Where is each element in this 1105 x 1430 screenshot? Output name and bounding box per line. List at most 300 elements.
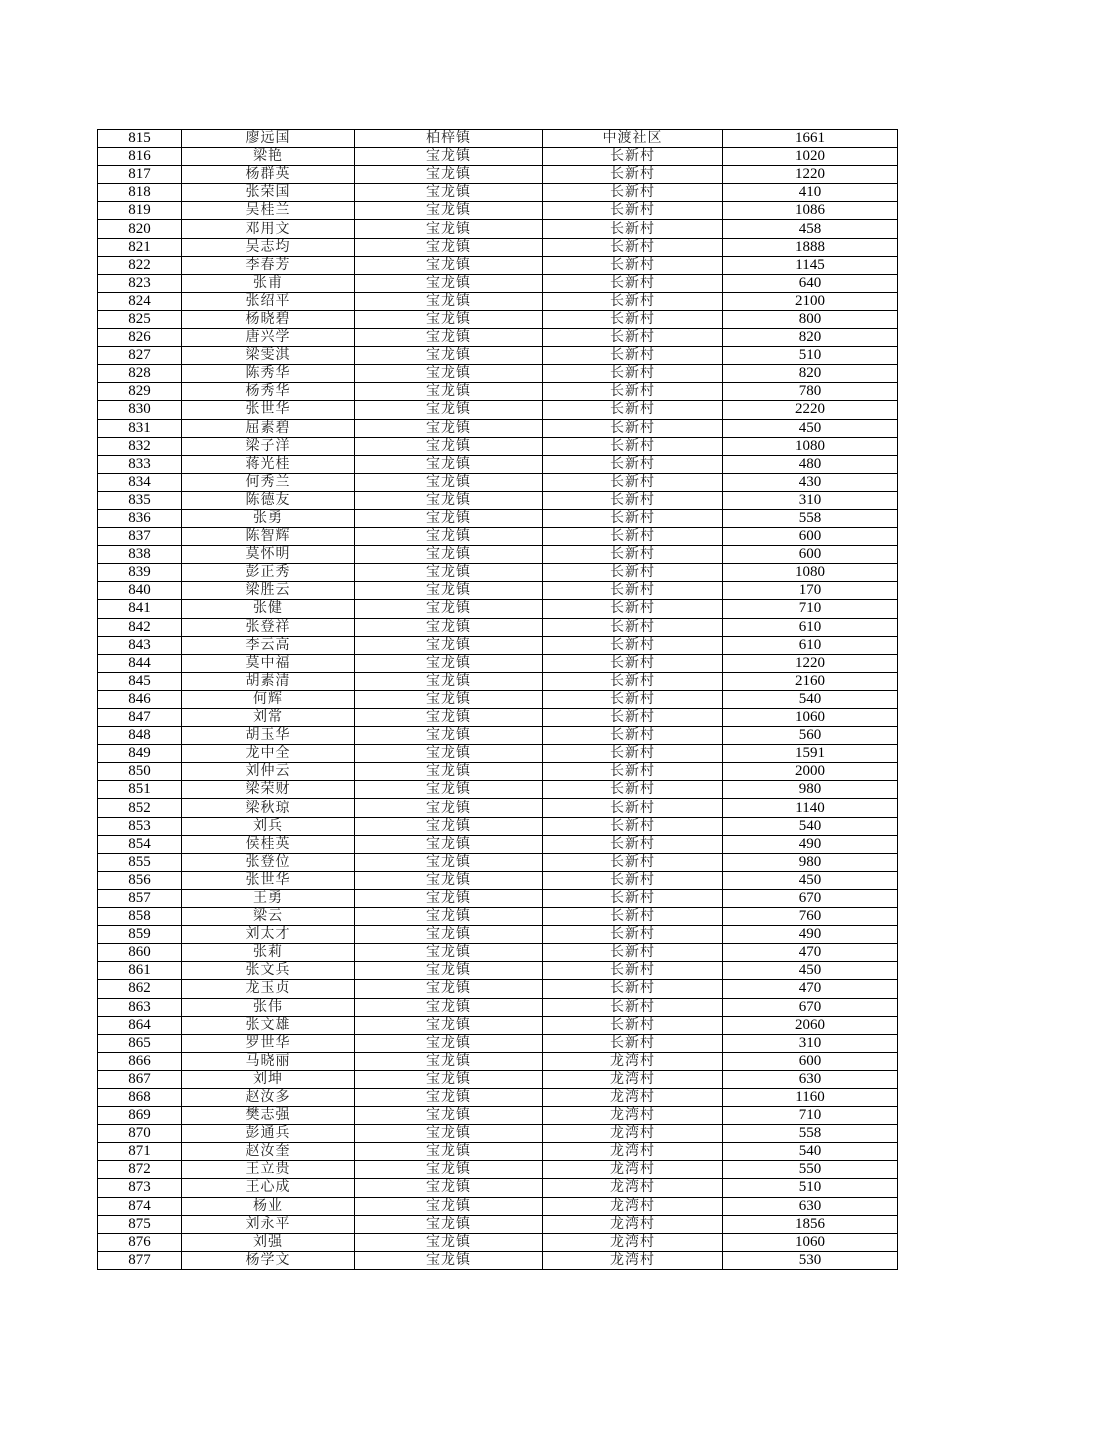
table-row <box>98 1107 898 1125</box>
name-cell: 李云高 <box>182 636 355 654</box>
village-cell: 长新村 <box>543 781 723 799</box>
town-cell: 宝龙镇 <box>355 528 543 546</box>
town-cell: 宝龙镇 <box>355 1161 543 1179</box>
row-number-cell: 848 <box>98 727 182 745</box>
table-row <box>98 1052 898 1070</box>
village-cell: 龙湾村 <box>543 1107 723 1125</box>
name-cell: 杨晓碧 <box>182 310 355 328</box>
row-number-cell: 863 <box>98 998 182 1016</box>
village-cell: 长新村 <box>543 202 723 220</box>
village-cell: 龙湾村 <box>543 1179 723 1197</box>
row-number-cell: 835 <box>98 491 182 509</box>
row-number-cell: 874 <box>98 1197 182 1215</box>
amount-cell: 1888 <box>723 238 898 256</box>
amount-cell: 610 <box>723 618 898 636</box>
table-row <box>98 1143 898 1161</box>
town-cell: 宝龙镇 <box>355 1179 543 1197</box>
name-cell: 张世华 <box>182 401 355 419</box>
amount-cell: 600 <box>723 546 898 564</box>
amount-cell: 2220 <box>723 401 898 419</box>
amount-cell: 980 <box>723 853 898 871</box>
name-cell: 何秀兰 <box>182 473 355 491</box>
town-cell: 宝龙镇 <box>355 292 543 310</box>
village-cell: 龙湾村 <box>543 1251 723 1269</box>
table-row <box>98 148 898 166</box>
town-cell: 宝龙镇 <box>355 1215 543 1233</box>
amount-cell: 490 <box>723 926 898 944</box>
table-row <box>98 1034 898 1052</box>
table-row <box>98 419 898 437</box>
name-cell: 唐兴学 <box>182 329 355 347</box>
village-cell: 长新村 <box>543 672 723 690</box>
town-cell: 宝龙镇 <box>355 853 543 871</box>
table-row <box>98 980 898 998</box>
row-number-cell: 877 <box>98 1251 182 1269</box>
row-number-cell: 872 <box>98 1161 182 1179</box>
name-cell: 侯桂英 <box>182 835 355 853</box>
name-cell: 吴志均 <box>182 238 355 256</box>
row-number-cell: 852 <box>98 799 182 817</box>
table-row <box>98 130 898 148</box>
amount-cell: 820 <box>723 329 898 347</box>
town-cell: 宝龙镇 <box>355 835 543 853</box>
town-cell: 宝龙镇 <box>355 473 543 491</box>
name-cell: 赵汝奎 <box>182 1143 355 1161</box>
row-number-cell: 875 <box>98 1215 182 1233</box>
town-cell: 宝龙镇 <box>355 817 543 835</box>
town-cell: 宝龙镇 <box>355 998 543 1016</box>
town-cell: 宝龙镇 <box>355 781 543 799</box>
name-cell: 罗世华 <box>182 1034 355 1052</box>
amount-cell: 1145 <box>723 256 898 274</box>
village-cell: 长新村 <box>543 329 723 347</box>
amount-cell: 470 <box>723 944 898 962</box>
village-cell: 长新村 <box>543 509 723 527</box>
table-row <box>98 365 898 383</box>
table-row <box>98 998 898 1016</box>
town-cell: 宝龙镇 <box>355 763 543 781</box>
amount-cell: 310 <box>723 1034 898 1052</box>
name-cell: 杨群英 <box>182 166 355 184</box>
town-cell: 宝龙镇 <box>355 509 543 527</box>
village-cell: 长新村 <box>543 998 723 1016</box>
village-cell: 长新村 <box>543 926 723 944</box>
village-cell: 长新村 <box>543 383 723 401</box>
row-number-cell: 841 <box>98 600 182 618</box>
row-number-cell: 854 <box>98 835 182 853</box>
village-cell: 长新村 <box>543 401 723 419</box>
amount-cell: 1080 <box>723 437 898 455</box>
table-row <box>98 292 898 310</box>
row-number-cell: 853 <box>98 817 182 835</box>
table-row <box>98 799 898 817</box>
table-row <box>98 871 898 889</box>
amount-cell: 558 <box>723 1125 898 1143</box>
amount-cell: 310 <box>723 491 898 509</box>
name-cell: 刘常 <box>182 709 355 727</box>
roster-body <box>98 130 898 1270</box>
name-cell: 刘永平 <box>182 1215 355 1233</box>
name-cell: 何辉 <box>182 690 355 708</box>
row-number-cell: 871 <box>98 1143 182 1161</box>
table-row <box>98 618 898 636</box>
row-number-cell: 849 <box>98 745 182 763</box>
town-cell: 宝龙镇 <box>355 347 543 365</box>
table-row <box>98 528 898 546</box>
row-number-cell: 824 <box>98 292 182 310</box>
table-row <box>98 636 898 654</box>
village-cell: 长新村 <box>543 473 723 491</box>
amount-cell: 670 <box>723 889 898 907</box>
village-cell: 长新村 <box>543 799 723 817</box>
row-number-cell: 838 <box>98 546 182 564</box>
table-row <box>98 437 898 455</box>
row-number-cell: 866 <box>98 1052 182 1070</box>
village-cell: 龙湾村 <box>543 1070 723 1088</box>
village-cell: 龙湾村 <box>543 1052 723 1070</box>
table-row <box>98 1088 898 1106</box>
row-number-cell: 864 <box>98 1016 182 1034</box>
amount-cell: 480 <box>723 455 898 473</box>
name-cell: 陈德友 <box>182 491 355 509</box>
table-row <box>98 546 898 564</box>
name-cell: 张勇 <box>182 509 355 527</box>
name-cell: 杨业 <box>182 1197 355 1215</box>
row-number-cell: 850 <box>98 763 182 781</box>
row-number-cell: 860 <box>98 944 182 962</box>
row-number-cell: 857 <box>98 889 182 907</box>
town-cell: 宝龙镇 <box>355 220 543 238</box>
amount-cell: 1220 <box>723 166 898 184</box>
town-cell: 柏梓镇 <box>355 130 543 148</box>
name-cell: 马晓丽 <box>182 1052 355 1070</box>
row-number-cell: 855 <box>98 853 182 871</box>
village-cell: 龙湾村 <box>543 1088 723 1106</box>
table-row <box>98 709 898 727</box>
amount-cell: 1661 <box>723 130 898 148</box>
table-row <box>98 347 898 365</box>
village-cell: 长新村 <box>543 292 723 310</box>
roster-table <box>97 129 898 1270</box>
amount-cell: 1220 <box>723 654 898 672</box>
name-cell: 梁荣财 <box>182 781 355 799</box>
name-cell: 莫怀明 <box>182 546 355 564</box>
amount-cell: 450 <box>723 419 898 437</box>
row-number-cell: 836 <box>98 509 182 527</box>
village-cell: 长新村 <box>543 491 723 509</box>
row-number-cell: 845 <box>98 672 182 690</box>
town-cell: 宝龙镇 <box>355 1107 543 1125</box>
village-cell: 龙湾村 <box>543 1161 723 1179</box>
town-cell: 宝龙镇 <box>355 690 543 708</box>
row-number-cell: 876 <box>98 1233 182 1251</box>
row-number-cell: 858 <box>98 908 182 926</box>
row-number-cell: 832 <box>98 437 182 455</box>
town-cell: 宝龙镇 <box>355 1070 543 1088</box>
name-cell: 刘兵 <box>182 817 355 835</box>
amount-cell: 540 <box>723 690 898 708</box>
amount-cell: 800 <box>723 310 898 328</box>
row-number-cell: 837 <box>98 528 182 546</box>
row-number-cell: 856 <box>98 871 182 889</box>
town-cell: 宝龙镇 <box>355 1016 543 1034</box>
row-number-cell: 867 <box>98 1070 182 1088</box>
village-cell: 长新村 <box>543 1034 723 1052</box>
amount-cell: 1080 <box>723 564 898 582</box>
name-cell: 张文兵 <box>182 962 355 980</box>
table-row <box>98 166 898 184</box>
town-cell: 宝龙镇 <box>355 618 543 636</box>
town-cell: 宝龙镇 <box>355 1052 543 1070</box>
table-row <box>98 401 898 419</box>
amount-cell: 2100 <box>723 292 898 310</box>
name-cell: 梁艳 <box>182 148 355 166</box>
table-row <box>98 926 898 944</box>
town-cell: 宝龙镇 <box>355 908 543 926</box>
town-cell: 宝龙镇 <box>355 401 543 419</box>
amount-cell: 560 <box>723 727 898 745</box>
table-row <box>98 600 898 618</box>
town-cell: 宝龙镇 <box>355 962 543 980</box>
name-cell: 杨学文 <box>182 1251 355 1269</box>
name-cell: 王立贵 <box>182 1161 355 1179</box>
table-row <box>98 455 898 473</box>
village-cell: 长新村 <box>543 220 723 238</box>
village-cell: 中渡社区 <box>543 130 723 148</box>
table-row <box>98 690 898 708</box>
village-cell: 长新村 <box>543 238 723 256</box>
village-cell: 长新村 <box>543 1016 723 1034</box>
row-number-cell: 840 <box>98 582 182 600</box>
amount-cell: 530 <box>723 1251 898 1269</box>
village-cell: 长新村 <box>543 455 723 473</box>
town-cell: 宝龙镇 <box>355 202 543 220</box>
table-row <box>98 944 898 962</box>
village-cell: 长新村 <box>543 962 723 980</box>
row-number-cell: 861 <box>98 962 182 980</box>
town-cell: 宝龙镇 <box>355 727 543 745</box>
town-cell: 宝龙镇 <box>355 274 543 292</box>
town-cell: 宝龙镇 <box>355 365 543 383</box>
town-cell: 宝龙镇 <box>355 148 543 166</box>
town-cell: 宝龙镇 <box>355 745 543 763</box>
row-number-cell: 868 <box>98 1088 182 1106</box>
table-row <box>98 564 898 582</box>
town-cell: 宝龙镇 <box>355 636 543 654</box>
town-cell: 宝龙镇 <box>355 329 543 347</box>
amount-cell: 630 <box>723 1070 898 1088</box>
table-row <box>98 889 898 907</box>
town-cell: 宝龙镇 <box>355 1251 543 1269</box>
amount-cell: 600 <box>723 528 898 546</box>
row-number-cell: 822 <box>98 256 182 274</box>
name-cell: 彭正秀 <box>182 564 355 582</box>
table-row <box>98 1070 898 1088</box>
amount-cell: 2000 <box>723 763 898 781</box>
row-number-cell: 818 <box>98 184 182 202</box>
amount-cell: 510 <box>723 1179 898 1197</box>
table-row <box>98 256 898 274</box>
row-number-cell: 830 <box>98 401 182 419</box>
amount-cell: 1060 <box>723 709 898 727</box>
amount-cell: 1591 <box>723 745 898 763</box>
row-number-cell: 817 <box>98 166 182 184</box>
village-cell: 长新村 <box>543 871 723 889</box>
table-row <box>98 310 898 328</box>
village-cell: 长新村 <box>543 690 723 708</box>
town-cell: 宝龙镇 <box>355 672 543 690</box>
name-cell: 梁胜云 <box>182 582 355 600</box>
name-cell: 张世华 <box>182 871 355 889</box>
table-row <box>98 238 898 256</box>
table-row <box>98 220 898 238</box>
town-cell: 宝龙镇 <box>355 310 543 328</box>
name-cell: 王勇 <box>182 889 355 907</box>
table-row <box>98 672 898 690</box>
name-cell: 张莉 <box>182 944 355 962</box>
amount-cell: 640 <box>723 274 898 292</box>
name-cell: 梁子洋 <box>182 437 355 455</box>
town-cell: 宝龙镇 <box>355 1197 543 1215</box>
village-cell: 长新村 <box>543 166 723 184</box>
table-row <box>98 1251 898 1269</box>
row-number-cell: 815 <box>98 130 182 148</box>
name-cell: 吴桂兰 <box>182 202 355 220</box>
name-cell: 刘仲云 <box>182 763 355 781</box>
name-cell: 张荣国 <box>182 184 355 202</box>
table-row <box>98 329 898 347</box>
amount-cell: 170 <box>723 582 898 600</box>
row-number-cell: 819 <box>98 202 182 220</box>
row-number-cell: 844 <box>98 654 182 672</box>
row-number-cell: 842 <box>98 618 182 636</box>
amount-cell: 710 <box>723 600 898 618</box>
row-number-cell: 834 <box>98 473 182 491</box>
table-row <box>98 184 898 202</box>
village-cell: 长新村 <box>543 256 723 274</box>
village-cell: 长新村 <box>543 853 723 871</box>
town-cell: 宝龙镇 <box>355 546 543 564</box>
amount-cell: 630 <box>723 1197 898 1215</box>
amount-cell: 430 <box>723 473 898 491</box>
table-row <box>98 509 898 527</box>
town-cell: 宝龙镇 <box>355 184 543 202</box>
table-row <box>98 1215 898 1233</box>
table-row <box>98 1161 898 1179</box>
village-cell: 龙湾村 <box>543 1125 723 1143</box>
table-row <box>98 654 898 672</box>
village-cell: 龙湾村 <box>543 1233 723 1251</box>
town-cell: 宝龙镇 <box>355 1088 543 1106</box>
town-cell: 宝龙镇 <box>355 1034 543 1052</box>
amount-cell: 980 <box>723 781 898 799</box>
town-cell: 宝龙镇 <box>355 600 543 618</box>
village-cell: 长新村 <box>543 274 723 292</box>
name-cell: 樊志强 <box>182 1107 355 1125</box>
village-cell: 长新村 <box>543 618 723 636</box>
town-cell: 宝龙镇 <box>355 256 543 274</box>
amount-cell: 558 <box>723 509 898 527</box>
village-cell: 长新村 <box>543 437 723 455</box>
name-cell: 刘强 <box>182 1233 355 1251</box>
village-cell: 长新村 <box>543 654 723 672</box>
row-number-cell: 828 <box>98 365 182 383</box>
amount-cell: 610 <box>723 636 898 654</box>
amount-cell: 510 <box>723 347 898 365</box>
name-cell: 梁秋琼 <box>182 799 355 817</box>
row-number-cell: 823 <box>98 274 182 292</box>
town-cell: 宝龙镇 <box>355 166 543 184</box>
town-cell: 宝龙镇 <box>355 491 543 509</box>
village-cell: 长新村 <box>543 835 723 853</box>
row-number-cell: 865 <box>98 1034 182 1052</box>
amount-cell: 490 <box>723 835 898 853</box>
town-cell: 宝龙镇 <box>355 1125 543 1143</box>
town-cell: 宝龙镇 <box>355 709 543 727</box>
table-row <box>98 908 898 926</box>
amount-cell: 1020 <box>723 148 898 166</box>
row-number-cell: 846 <box>98 690 182 708</box>
amount-cell: 2060 <box>723 1016 898 1034</box>
village-cell: 长新村 <box>543 600 723 618</box>
town-cell: 宝龙镇 <box>355 383 543 401</box>
town-cell: 宝龙镇 <box>355 419 543 437</box>
table-row <box>98 1197 898 1215</box>
town-cell: 宝龙镇 <box>355 455 543 473</box>
amount-cell: 600 <box>723 1052 898 1070</box>
name-cell: 龙中全 <box>182 745 355 763</box>
name-cell: 刘坤 <box>182 1070 355 1088</box>
village-cell: 长新村 <box>543 582 723 600</box>
table-row <box>98 781 898 799</box>
table-row <box>98 1179 898 1197</box>
row-number-cell: 816 <box>98 148 182 166</box>
amount-cell: 670 <box>723 998 898 1016</box>
amount-cell: 760 <box>723 908 898 926</box>
name-cell: 胡玉华 <box>182 727 355 745</box>
name-cell: 胡素清 <box>182 672 355 690</box>
name-cell: 张甫 <box>182 274 355 292</box>
town-cell: 宝龙镇 <box>355 889 543 907</box>
village-cell: 长新村 <box>543 944 723 962</box>
name-cell: 杨秀华 <box>182 383 355 401</box>
table-row <box>98 727 898 745</box>
row-number-cell: 847 <box>98 709 182 727</box>
name-cell: 梁雯淇 <box>182 347 355 365</box>
row-number-cell: 851 <box>98 781 182 799</box>
name-cell: 张登祥 <box>182 618 355 636</box>
name-cell: 廖远国 <box>182 130 355 148</box>
town-cell: 宝龙镇 <box>355 871 543 889</box>
name-cell: 刘太才 <box>182 926 355 944</box>
row-number-cell: 839 <box>98 564 182 582</box>
name-cell: 张健 <box>182 600 355 618</box>
name-cell: 王心成 <box>182 1179 355 1197</box>
village-cell: 长新村 <box>543 709 723 727</box>
name-cell: 龙玉贞 <box>182 980 355 998</box>
table-row <box>98 1016 898 1034</box>
table-row <box>98 1233 898 1251</box>
town-cell: 宝龙镇 <box>355 654 543 672</box>
table-row <box>98 383 898 401</box>
town-cell: 宝龙镇 <box>355 980 543 998</box>
row-number-cell: 833 <box>98 455 182 473</box>
amount-cell: 1060 <box>723 1233 898 1251</box>
name-cell: 赵汝多 <box>182 1088 355 1106</box>
name-cell: 莫中福 <box>182 654 355 672</box>
name-cell: 李春芳 <box>182 256 355 274</box>
table-row <box>98 835 898 853</box>
